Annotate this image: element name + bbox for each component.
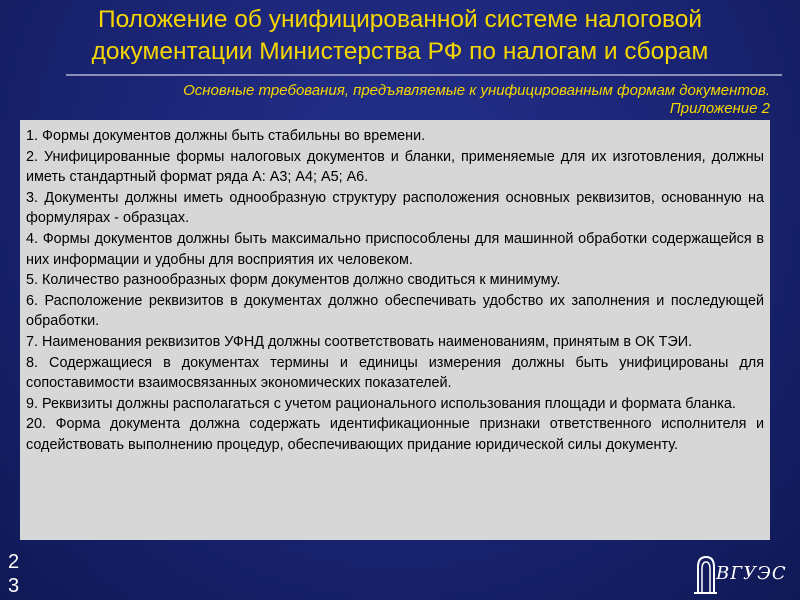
requirements-list (20, 120, 770, 540)
list-item: 3. Документы должны иметь однообразную структуру расположения основных реквизитов, основанную на формулярах - образцах. (26, 189, 764, 227)
list-item: 8. Содержащиеся в документах термины и единицы измерения должны быть унифицированы для сопоставимости взаимосвязанных экономических показателей. (26, 354, 764, 392)
list-item: 7. Наименования реквизитов УФНД должны соответствовать наименованиям, принятым в ОК ТЭИ. (26, 333, 693, 350)
subtitle (20, 82, 770, 118)
title-divider (66, 74, 782, 76)
list-item: 1. Формы документов должны быть стабильны во времени. (26, 128, 426, 144)
page-number: 23 (8, 551, 20, 597)
list-item: 9. Реквизиты должны располагаться с учетом рационального использования площади и формата бланка. (26, 395, 736, 412)
university-logo (690, 553, 787, 597)
list-item: 20. Форма документа должна содержать идентификационные признаки ответственного исполнителя и содействовать выполнению процедур, обеспечивающих придание юридической силы документу. (26, 416, 764, 453)
list-item: 5. Количество разнообразных форм документов должно сводиться к минимуму. (26, 272, 561, 289)
subtitle-text: Основные требования, предъявляемые к унифицированным формам документов. (183, 82, 770, 99)
list-item: 2. Унифицированные формы налоговых документов и бланки, применяемые для их изготовления, должны иметь стандартный формат ряда А: А3; А4; А5; А6. (26, 148, 764, 186)
list-item: 6. Расположение реквизитов в документах должно обеспечивать удобство их заполнения и последующей обработки. (26, 292, 764, 330)
university-emblem-icon (690, 553, 718, 597)
logo-text: ВГУЭС (716, 563, 787, 584)
appendix-label: Приложение 2 (669, 100, 770, 117)
slide-title: Положение об унифицированной системе налоговой документации Министерства РФ по налогам и сборам (91, 6, 709, 65)
list-item: 4. Формы документов должны быть максимально приспособлены для машинной обработки содержащейся в них информации и удобны для восприятия их человеком. (26, 230, 764, 268)
